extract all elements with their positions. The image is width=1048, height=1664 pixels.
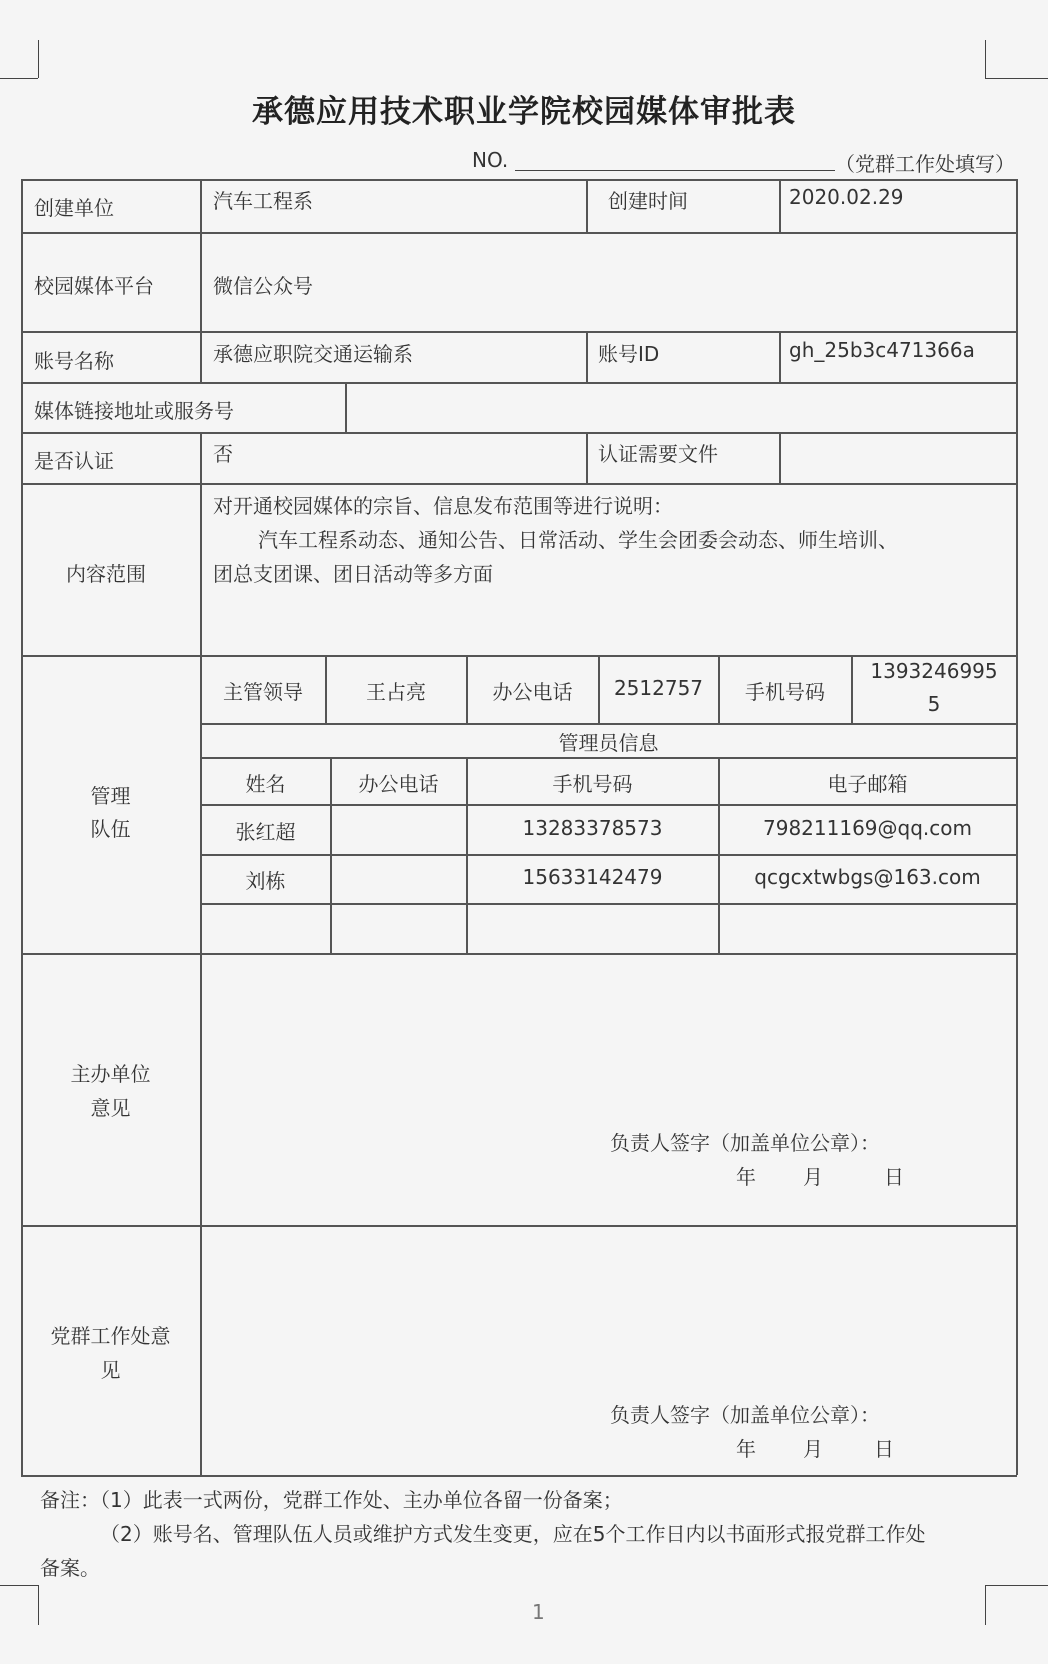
page-title: 承德应用技术职业学院校园媒体审批表 — [252, 94, 796, 130]
grid-line — [21, 179, 1017, 181]
certified-value: 否 — [213, 442, 233, 466]
crop-mark-bottom-right-v — [985, 1585, 986, 1625]
admin-email: qcgcxtwbgs@163.com — [754, 865, 981, 889]
content-line-2: 团总支团课、团日活动等多方面 — [213, 562, 493, 586]
create-unit-label: 创建单位 — [34, 196, 114, 220]
note-line-3: 备案。 — [40, 1556, 100, 1580]
content-line-1: 汽车工程系动态、通知公告、日常活动、学生会团委会动态、师生培训、 — [258, 528, 898, 552]
certified-label: 是否认证 — [34, 449, 114, 473]
grid-line — [345, 382, 347, 432]
host-month: 月 — [803, 1165, 823, 1189]
admin-info-header: 管理员信息 — [558, 731, 659, 755]
platform-label: 校园媒体平台 — [34, 274, 154, 298]
admin-mobile: 13283378573 — [522, 816, 663, 840]
admin-mobile: 15633142479 — [522, 865, 663, 889]
grid-line — [21, 1475, 1017, 1477]
create-time-value: 2020.02.29 — [789, 185, 904, 209]
grid-line — [1016, 179, 1018, 1475]
party-year: 年 — [736, 1437, 756, 1461]
platform-value: 微信公众号 — [213, 274, 313, 298]
grid-line — [21, 382, 1017, 384]
grid-line — [21, 953, 1017, 955]
team-label-2: 队伍 — [90, 817, 131, 841]
leader-label: 主管领导 — [223, 680, 303, 704]
host-day: 日 — [884, 1165, 904, 1189]
col-office-phone: 办公电话 — [358, 772, 439, 796]
grid-line — [586, 179, 588, 232]
account-id-value: gh_25b3c471366a — [789, 338, 975, 362]
grid-line — [21, 432, 1017, 434]
content-label: 内容范围 — [66, 562, 146, 586]
grid-line — [779, 432, 781, 483]
no-underline — [515, 170, 835, 171]
grid-line — [201, 804, 1017, 806]
grid-line — [21, 655, 1017, 657]
party-sign-label: 负责人签字（加盖单位公章）： — [610, 1403, 880, 1427]
content-intro: 对开通校园媒体的宗旨、信息发布范围等进行说明： — [213, 494, 673, 518]
party-day: 日 — [874, 1437, 894, 1461]
grid-line — [200, 179, 202, 382]
account-id-label: 账号ID — [598, 342, 660, 366]
crop-mark-bottom-left — [0, 1585, 38, 1586]
admin-name: 刘栋 — [245, 869, 286, 893]
leader-mobile-label: 手机号码 — [745, 680, 825, 704]
host-opinion-label-2: 意见 — [90, 1096, 131, 1120]
grid-line — [201, 757, 1017, 759]
crop-mark-bottom-left-v — [38, 1585, 39, 1625]
grid-line — [586, 331, 588, 382]
leader-office-phone-value: 2512757 — [613, 676, 704, 700]
link-label: 媒体链接地址或服务号 — [34, 399, 234, 423]
host-sign-label: 负责人签字（加盖单位公章）： — [610, 1131, 880, 1155]
leader-name: 王占亮 — [366, 680, 426, 704]
note-line-1: 备注：（1）此表一式两份，党群工作处、主办单位各留一份备案； — [40, 1488, 623, 1512]
party-opinion-label-1: 党群工作处意 — [50, 1324, 171, 1348]
col-mobile: 手机号码 — [552, 772, 633, 796]
party-month: 月 — [803, 1437, 823, 1461]
create-time-label: 创建时间 — [608, 189, 688, 213]
no-label: NO. — [472, 148, 509, 172]
grid-line — [21, 1225, 1017, 1227]
admin-name: 张红超 — [235, 820, 296, 844]
note-line-2: （2）账号名、管理队伍人员或维护方式发生变更，应在5个工作日内以书面形式报党群工作处 — [100, 1522, 926, 1546]
team-label-1: 管理 — [90, 784, 131, 808]
leader-mobile-value-1: 1393246995 — [870, 659, 998, 683]
crop-mark-bottom-right — [985, 1585, 1048, 1586]
account-name-label: 账号名称 — [34, 349, 114, 373]
grid-line — [201, 854, 1017, 856]
grid-line — [586, 432, 588, 483]
grid-line — [200, 432, 202, 1475]
no-note: （党群工作处填写） — [835, 152, 1015, 176]
grid-line — [201, 903, 1017, 905]
page-number: 1 — [532, 1600, 545, 1624]
grid-line — [779, 331, 781, 382]
create-unit-value: 汽车工程系 — [213, 189, 313, 213]
leader-mobile-value-2: 5 — [927, 692, 941, 716]
grid-line — [21, 331, 1017, 333]
crop-mark-top-left-v — [38, 40, 39, 78]
host-year: 年 — [736, 1165, 756, 1189]
admin-email: 798211169@qq.com — [763, 816, 972, 840]
grid-line — [21, 483, 1017, 485]
col-name: 姓名 — [245, 772, 286, 796]
host-opinion-label-1: 主办单位 — [70, 1062, 151, 1086]
cert-docs-label: 认证需要文件 — [598, 442, 718, 466]
grid-line — [779, 179, 781, 232]
party-opinion-label-2: 见 — [100, 1358, 121, 1382]
grid-line — [21, 232, 1017, 234]
col-email: 电子邮箱 — [827, 772, 908, 796]
leader-office-phone-label: 办公电话 — [492, 680, 573, 704]
crop-mark-top-right-v — [985, 40, 986, 78]
account-name-value: 承德应职院交通运输系 — [213, 342, 413, 366]
crop-mark-top-right — [985, 78, 1048, 79]
crop-mark-top-left — [0, 78, 38, 79]
grid-line — [201, 723, 1017, 725]
